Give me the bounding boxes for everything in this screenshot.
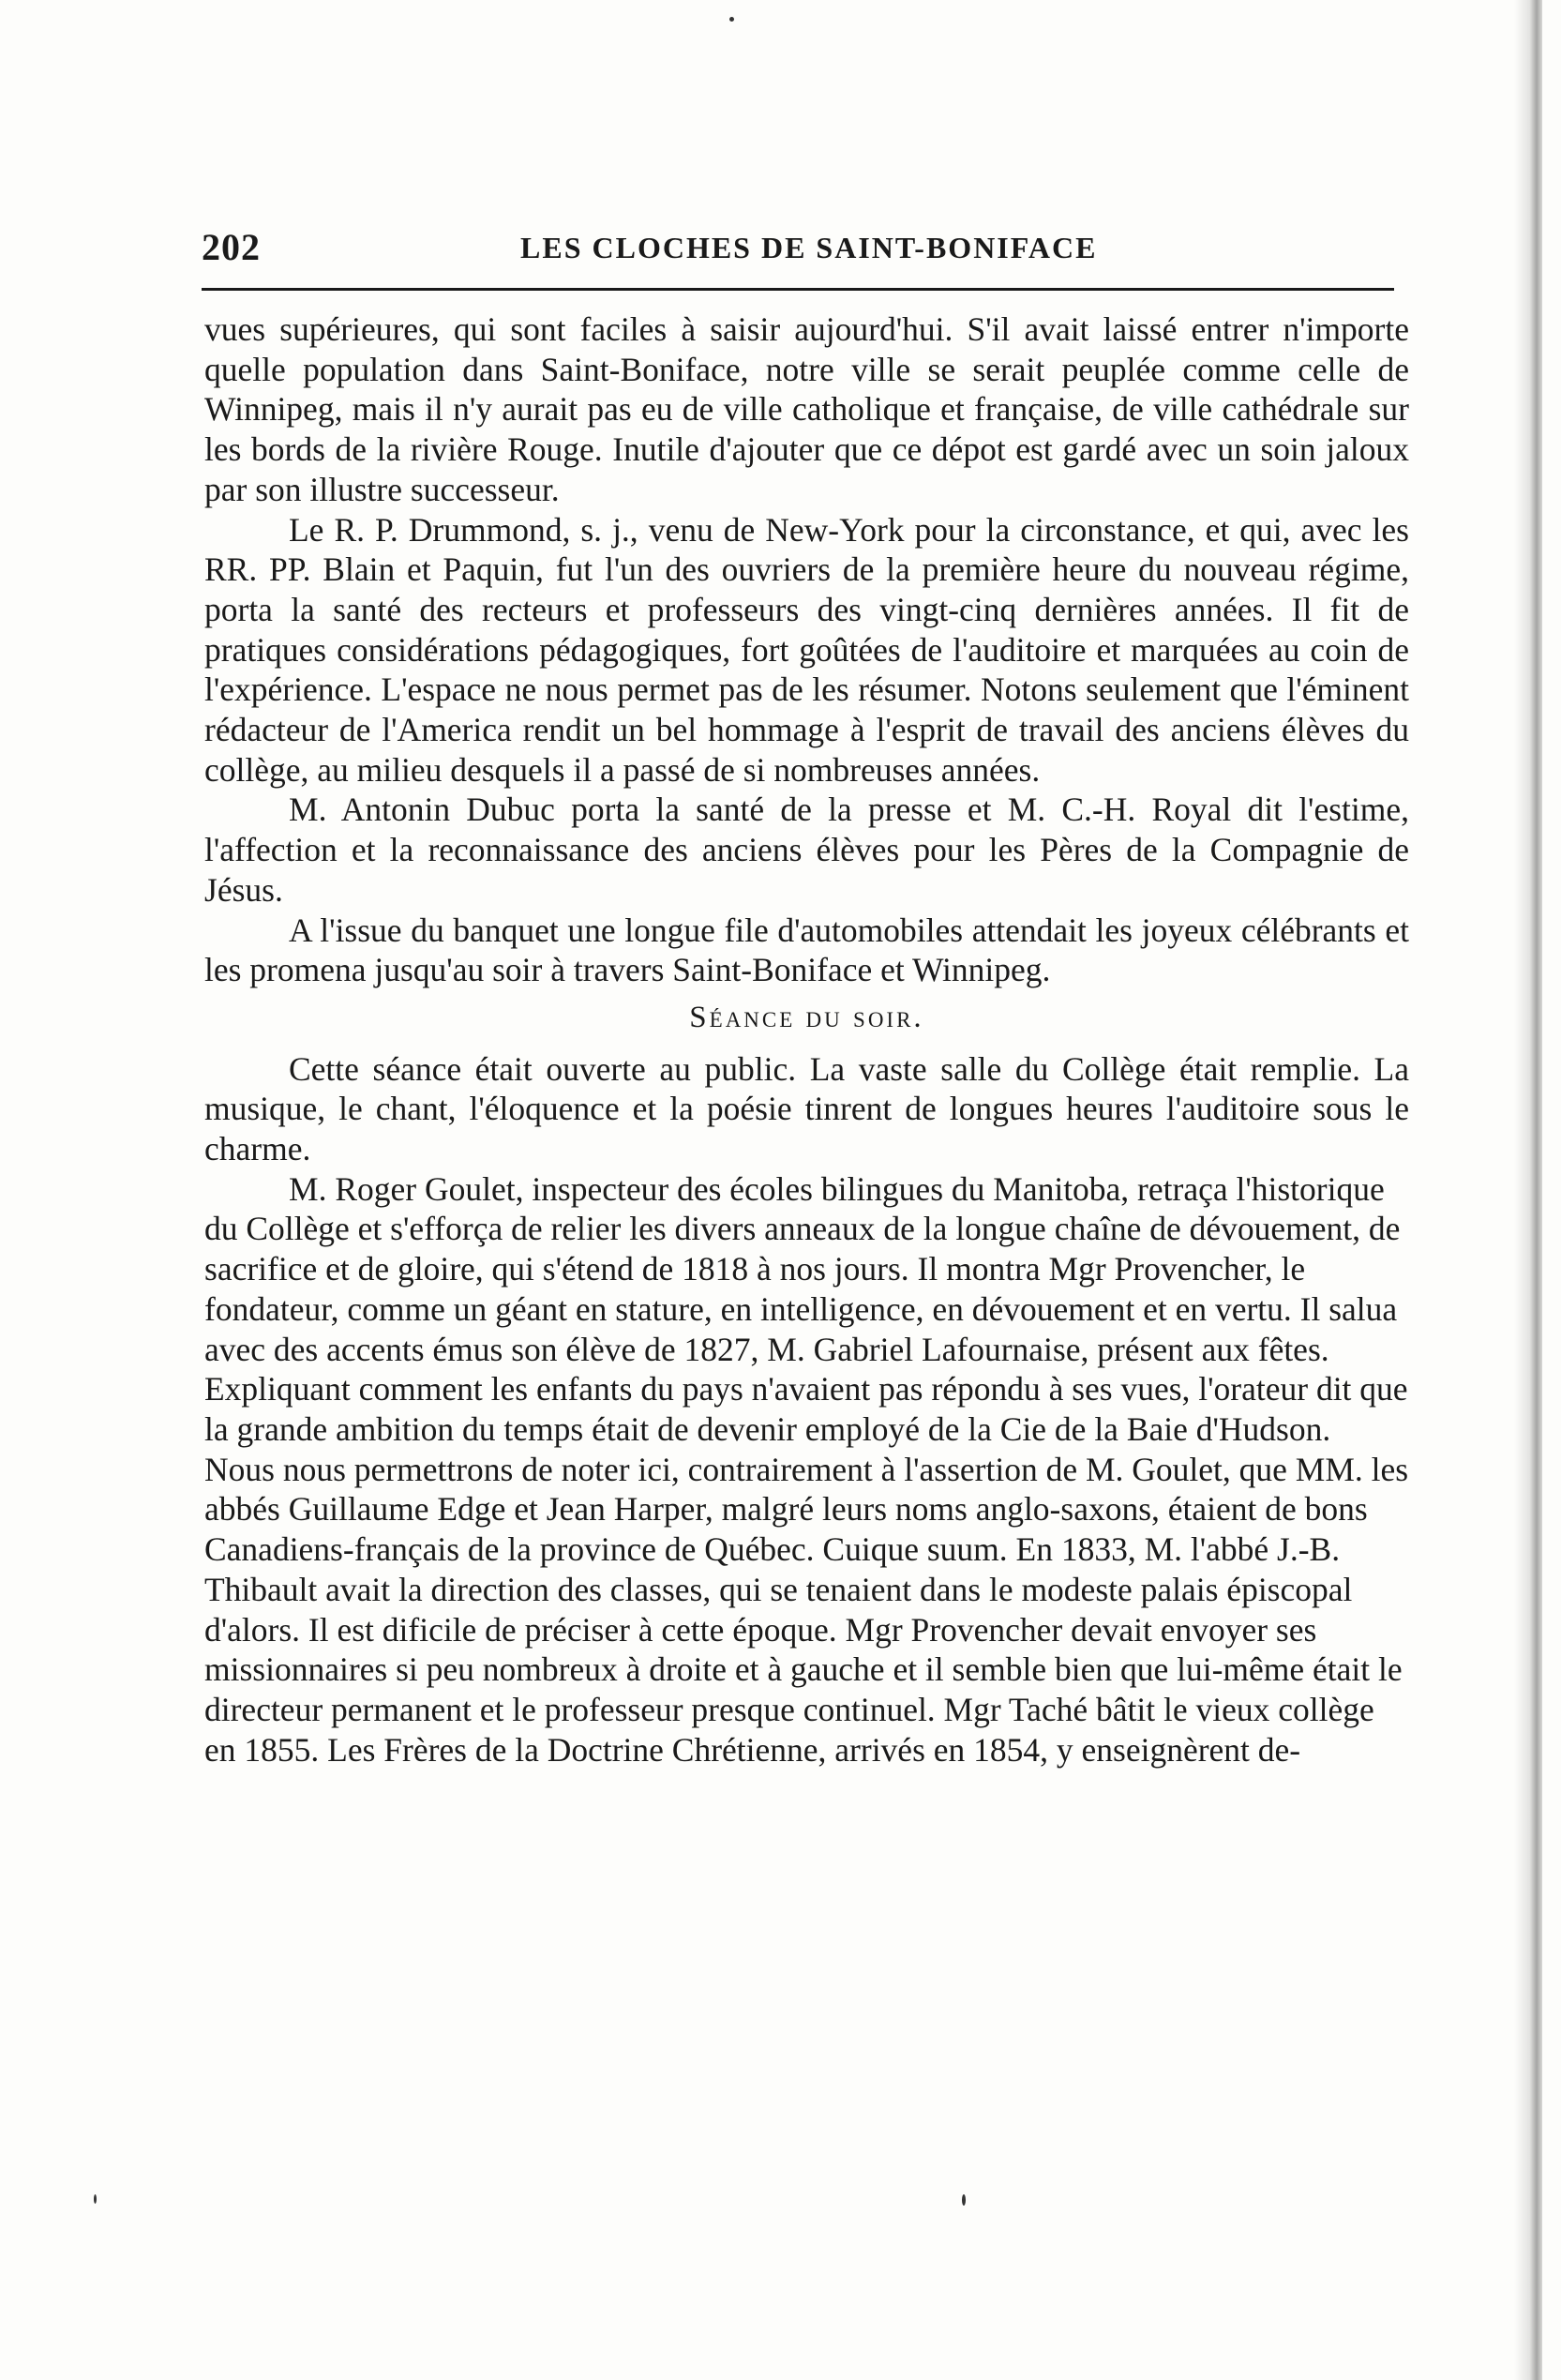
- section-heading: Séance du soir.: [689, 1000, 924, 1034]
- scan-speck: [729, 17, 734, 22]
- page-header: [202, 225, 1402, 281]
- page-binding-shadow: [1514, 0, 1542, 2380]
- scan-speck: [94, 2194, 97, 2204]
- header-rule: [202, 288, 1394, 291]
- paragraph-banquet: A l'issue du banquet une longue file d'automobiles attendait les joyeux célébrants et les promena jusqu'au soir à travers Saint-Boniface et Winnipeg.: [204, 911, 1409, 989]
- page-number: 202: [202, 226, 261, 268]
- running-title: LES CLOCHES DE SAINT-BONIFACE: [520, 231, 1098, 264]
- paragraph-continued: vues supérieures, qui sont faciles à saisir aujourd'hui. S'il avait laissé entrer n'importe quelle population dans Saint-Boniface, notre ville se serait peuplée comme celle de Winnipeg, mais il n'y aurait pas eu de ville catholique et française, de ville cathédrale sur les bords de la rivière Rouge. Inutile d'ajouter que ce dépot est gardé avec un soin jaloux par son illustre successeur.: [204, 310, 1409, 508]
- paragraph-dubuc: M. Antonin Dubuc porta la santé de la presse et M. C.-H. Royal dit l'estime, l'affection et la reconnaissance des anciens élèves pour les Pères de la Compagnie de Jésus.: [204, 791, 1409, 909]
- scan-speck: [962, 2194, 966, 2206]
- paragraph-goulet: M. Roger Goulet, inspecteur des écoles bilingues du Manitoba, retraça l'historique du Collège et s'efforça de relier les divers anneaux de la longue chaîne de dévouement, de sacrifice et de gloire, qui s'étend de 1818 à nos jours. Il montra Mgr Provencher, le fondateur, comme un géant en stature, en intelligence, en dévouement et en vertu. Il salua avec des accents émus son élève de 1827, M. Gabriel Lafournaise, présent aux fêtes. Expliquant comment les enfants du pays n'avaient pas répondu à ses vues, l'orateur dit que la grande ambition du temps était de devenir employé de la Cie de la Baie d'Hudson. Nous nous permettrons de noter ici, contrairement à l'assertion de M. Goulet, que MM. les abbés Guillaume Edge et Jean Harper, malgré leurs noms anglo-saxons, étaient de bons Canadiens-français de la province de Québec. Cuique suum. En 1833, M. l'abbé J.-B. Thibault avait la direction des classes, qui se tenaient dans le modeste palais épiscopal d'alors. Il est dificile de préciser à cette époque. Mgr Provencher devait envoyer ses missionnaires si peu nombreux à droite et à gauche et il semble bien que lui-même était le directeur permanent et le professeur presque continuel. Mgr Taché bâtit le vieux collège en 1855. Les Frères de la Doctrine Chrétienne, arrivés en 1854, y enseignèrent de-: [204, 1169, 1409, 1769]
- paragraph-drummond: Le R. P. Drummond, s. j., venu de New-York pour la circonstance, et qui, avec les RR. PP. Blain et Paquin, fut l'un des ouvriers de la première heure du nouveau régime, porta la santé des recteurs et professeurs des vingt-cinq dernières années. Il fit de pratiques considérations pédagogiques, fort goûtées de l'auditoire et marquées au coin de l'expérience. L'espace ne nous permet pas de les résumer. Notons seulement que l'éminent rédacteur de l'America rendit un bel hommage à l'esprit de travail des anciens élèves du collège, au milieu desquels il a passé de si nombreuses années.: [204, 510, 1409, 789]
- body-text: [204, 309, 1409, 1770]
- paragraph-seance: Cette séance était ouverte au public. La vaste salle du Collège était remplie. La musique, le chant, l'éloquence et la poésie tinrent de longues heures l'auditoire sous le charme.: [204, 1049, 1409, 1168]
